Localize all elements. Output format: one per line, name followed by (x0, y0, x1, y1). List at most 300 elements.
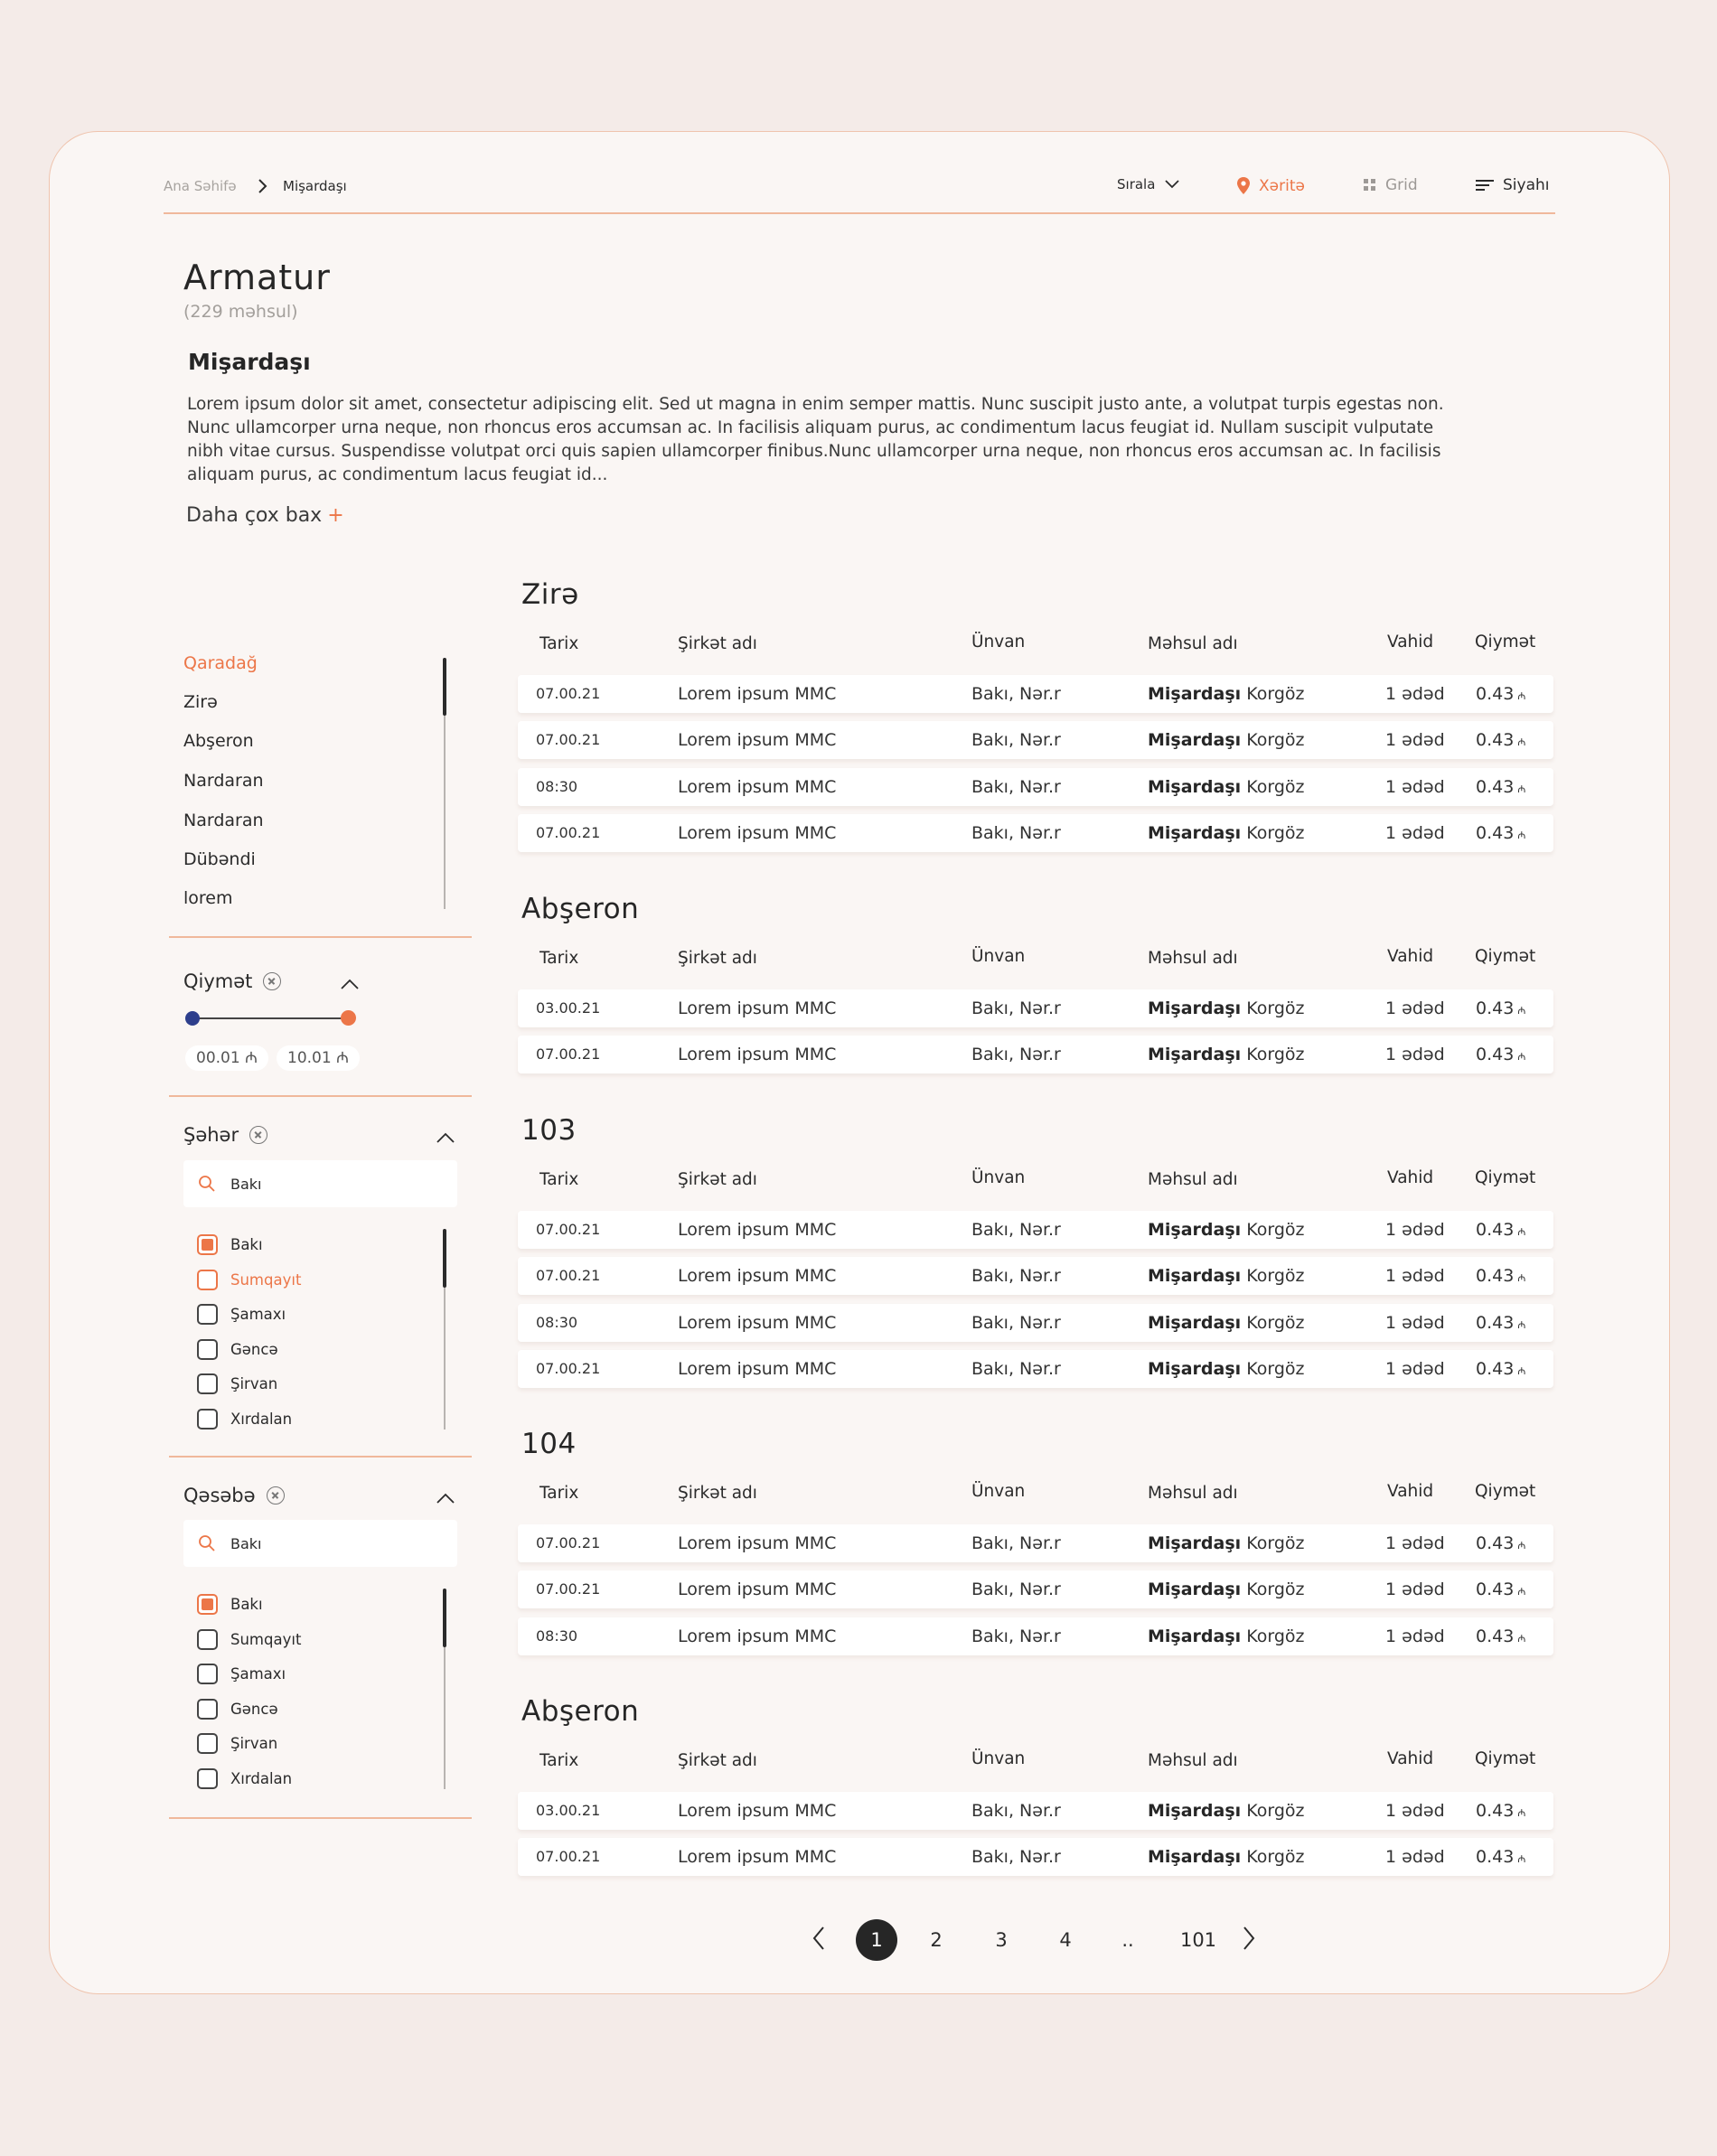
column-header-price: Qiymət (1475, 633, 1536, 651)
product-name: Korgöz (1246, 1220, 1305, 1240)
cell-company: Lorem ipsum MMC (678, 822, 837, 843)
column-header-price: Qiymət (1475, 1749, 1536, 1768)
column-header-address: Ünvan (971, 1749, 1026, 1768)
sidebar-divider (169, 1095, 472, 1097)
price-filter-header (183, 970, 281, 992)
checkbox-label: Şirvan (230, 1375, 278, 1393)
cell-price (1476, 1617, 1525, 1655)
cell-company: Lorem ipsum MMC (678, 1045, 837, 1065)
price-value: 0.43 (1476, 1533, 1515, 1553)
product-category: Mişardaşı (1148, 998, 1242, 1018)
manat-icon: ₼ (1517, 1364, 1526, 1377)
list-view-label: Siyahı (1503, 176, 1550, 194)
cell-company: Lorem ipsum MMC (678, 684, 837, 704)
cell-date: 07.00.21 (536, 1045, 601, 1064)
checkbox[interactable] (197, 1373, 218, 1394)
district-search-input[interactable] (183, 1520, 457, 1567)
cell-price (1476, 1036, 1525, 1073)
cell-date: 07.00.21 (536, 823, 601, 841)
product-name: Korgöz (1246, 1266, 1305, 1287)
checkbox-label: Şirvan (230, 1735, 278, 1753)
checkbox-label: Şamaxı (230, 1665, 286, 1683)
price-max-value[interactable]: 10.01 ₼ (277, 1045, 360, 1071)
manat-icon: ₼ (1517, 1005, 1526, 1017)
cell-price (1476, 814, 1525, 852)
cell-date: 07.00.21 (536, 1534, 601, 1551)
cell-unit: 1 ədəd (1385, 1266, 1445, 1287)
column-header-product: Məhsul adı (1148, 1170, 1238, 1189)
sidebar-divider (169, 936, 472, 938)
product-category: Mişardaşı (1148, 1220, 1242, 1240)
checkbox-label: Şamaxı (230, 1306, 286, 1324)
cell-date: 08:30 (536, 1626, 578, 1645)
column-header-address: Ünvan (971, 633, 1026, 651)
cell-address: Bakı, Nər.r (971, 1045, 1061, 1065)
price-value: 0.43 (1476, 1580, 1515, 1600)
product-category: Mişardaşı (1148, 1847, 1242, 1868)
cell-product (1148, 1792, 1305, 1830)
cell-company: Lorem ipsum MMC (678, 1801, 837, 1821)
column-header-price: Qiymət (1475, 1482, 1536, 1501)
manat-icon: ₼ (1517, 1051, 1526, 1064)
page-title: Armatur (183, 258, 331, 297)
list-icon (1475, 178, 1495, 192)
cell-unit: 1 ədəd (1385, 1801, 1445, 1821)
description-text: Lorem ipsum dolor sit amet, consectetur adipiscing elit. Sed ut magna in enim semper mattis. Nunc suscipit justo ante, a volutpat turpis egestas non. Nunc ullamcorper urna neque, non rhoncus eros accumsan ac. In facilisis aliquam purus, ac condimentum lacus feugiat id. Nullam suscipit vulputate nibh vitae cursus. Suspendisse volutpat orci quis sapien ullamcorper finibus.Nunc ullamcorper urna neque, non rhoncus eros accumsan ac. In facilisis aliquam purus, ac condimentum lacus feugiat id... (187, 395, 1444, 484)
cell-unit: 1 ədəd (1385, 1580, 1445, 1600)
table-row[interactable] (518, 675, 1553, 713)
column-header-unit: Vahid (1387, 633, 1434, 651)
cell-date: 07.00.21 (536, 1580, 601, 1598)
grid-view-button[interactable] (1363, 176, 1418, 194)
search-icon (198, 1175, 216, 1193)
product-name: Korgöz (1246, 730, 1305, 751)
manat-icon: ₼ (1517, 1226, 1526, 1238)
sidebar-item-region[interactable]: Abşeron (183, 731, 254, 751)
price-min-value[interactable]: 00.01 ₼ (185, 1045, 268, 1071)
price-value: 0.43 (1476, 1266, 1515, 1287)
manat-icon: ₼ (1517, 1318, 1526, 1331)
column-header-product: Məhsul adı (1148, 1484, 1238, 1503)
cell-company: Lorem ipsum MMC (678, 1626, 837, 1646)
group-title: Abşeron (521, 1695, 640, 1728)
city-search-input[interactable] (183, 1160, 457, 1207)
cell-price (1476, 1350, 1525, 1388)
map-view-button[interactable] (1236, 176, 1305, 195)
manat-icon: ₼ (1517, 1632, 1526, 1645)
cell-date: 07.00.21 (536, 1267, 601, 1285)
cell-product (1148, 989, 1305, 1027)
checkbox[interactable] (197, 1664, 218, 1684)
checkbox-label: Gəncə (230, 1340, 278, 1358)
cell-product (1148, 1838, 1305, 1876)
column-header-product: Məhsul adı (1148, 634, 1238, 653)
cell-address: Bakı, Nər.r (971, 730, 1061, 751)
cell-address: Bakı, Nər.r (971, 822, 1061, 843)
city-option[interactable] (197, 1373, 277, 1394)
breadcrumb-home[interactable]: Ana Səhifə (164, 178, 237, 194)
product-name: Korgöz (1246, 1312, 1305, 1333)
cell-company: Lorem ipsum MMC (678, 1358, 837, 1379)
checkbox-label: Sumqayıt (230, 1270, 302, 1289)
product-category: Mişardaşı (1148, 1533, 1242, 1553)
location-pin-icon (1236, 176, 1251, 195)
cell-address: Bakı, Nər.r (971, 1801, 1061, 1821)
cell-address: Bakı, Nər.r (971, 1312, 1061, 1333)
cell-product (1148, 1304, 1305, 1342)
cell-address: Bakı, Nər.r (971, 1220, 1061, 1240)
column-header-unit: Vahid (1387, 1482, 1434, 1501)
manat-icon: ₼ (1517, 783, 1526, 795)
table-row[interactable] (518, 1257, 1553, 1295)
city-filter-header (183, 1124, 267, 1146)
cell-price (1476, 1524, 1525, 1562)
checkbox-label: Sumqayıt (230, 1630, 302, 1648)
product-category: Mişardaşı (1148, 776, 1242, 797)
search-icon (198, 1534, 216, 1552)
clear-price-icon[interactable] (263, 972, 281, 990)
cell-date: 07.00.21 (536, 731, 601, 749)
group-title: Abşeron (521, 893, 640, 925)
chevron-right-icon (254, 174, 272, 198)
column-header-product: Məhsul adı (1148, 1751, 1238, 1770)
page-2[interactable]: 2 (930, 1929, 943, 1951)
checkbox-label: Xırdalan (230, 1770, 293, 1787)
cell-price (1476, 1304, 1525, 1342)
price-slider-min-handle[interactable] (185, 1011, 200, 1026)
map-view-label: Xəritə (1259, 176, 1305, 195)
price-value: 0.43 (1476, 822, 1515, 843)
manat-icon: ₼ (1517, 1540, 1526, 1551)
product-category: Mişardaşı (1148, 730, 1242, 751)
checkbox-label: Bakı (230, 1236, 263, 1253)
table-row[interactable] (518, 1304, 1553, 1342)
product-category: Mişardaşı (1148, 1801, 1242, 1821)
cell-price (1476, 768, 1525, 806)
clear-city-icon[interactable] (249, 1126, 267, 1144)
price-value: 0.43 (1476, 1847, 1515, 1868)
cell-unit: 1 ədəd (1385, 998, 1445, 1018)
checkbox-label: Xırdalan (230, 1411, 293, 1428)
column-header-date: Tarix (539, 1751, 579, 1770)
cell-price (1476, 721, 1525, 759)
column-header-address: Ünvan (971, 1168, 1026, 1187)
page-101[interactable]: 101 (1179, 1929, 1217, 1951)
cell-unit: 1 ədəd (1385, 776, 1445, 797)
column-header-unit: Vahid (1387, 1749, 1434, 1768)
product-category: Mişardaşı (1148, 1626, 1242, 1646)
price-value: 0.43 (1476, 1801, 1515, 1821)
column-header-company: Şirkət adı (678, 634, 757, 653)
page-ellipsis: .. (1121, 1929, 1134, 1951)
cell-date: 07.00.21 (536, 685, 601, 702)
city-option[interactable] (197, 1304, 286, 1325)
cell-address: Bakı, Nər.r (971, 998, 1061, 1018)
chevron-up-icon[interactable] (436, 1492, 455, 1505)
sidebar-item-region[interactable]: Zirə (183, 692, 218, 712)
cell-date: 08:30 (536, 777, 578, 795)
column-header-product: Məhsul adı (1148, 949, 1238, 968)
cell-product (1148, 1350, 1305, 1388)
cell-unit: 1 ədəd (1385, 1312, 1445, 1333)
page-3[interactable]: 3 (995, 1929, 1008, 1951)
cell-product (1148, 1257, 1305, 1295)
checkbox-label: Gəncə (230, 1700, 278, 1718)
sort-dropdown[interactable] (1117, 176, 1181, 192)
manat-icon: ₼ (1517, 736, 1526, 749)
price-slider-max-handle[interactable] (341, 1010, 356, 1026)
table-row[interactable] (518, 1792, 1553, 1830)
group-title: 103 (521, 1114, 577, 1147)
district-filter-header (183, 1485, 285, 1506)
price-slider-track[interactable] (192, 1017, 349, 1019)
price-value: 0.43 (1476, 1220, 1515, 1240)
cell-price (1476, 1838, 1525, 1876)
cell-product (1148, 814, 1305, 852)
city-scroll-thumb[interactable] (443, 1229, 446, 1288)
show-more-label: Daha çox bax (186, 504, 323, 527)
district-filter-title: Qəsəbə (183, 1485, 256, 1506)
district-option[interactable] (197, 1768, 292, 1789)
manat-icon: ₼ (1517, 1586, 1526, 1598)
column-header-date: Tarix (539, 1170, 579, 1189)
column-header-address: Ünvan (971, 947, 1026, 966)
district-option[interactable] (197, 1699, 278, 1720)
city-option[interactable] (197, 1270, 301, 1290)
page-1[interactable]: 1 (856, 1919, 897, 1961)
cell-date: 08:30 (536, 1313, 578, 1331)
cell-unit: 1 ədəd (1385, 684, 1445, 704)
checkbox[interactable] (197, 1629, 218, 1650)
cell-company: Lorem ipsum MMC (678, 1266, 837, 1287)
product-name: Korgöz (1246, 684, 1305, 704)
district-search-value: Bakı (230, 1534, 262, 1552)
cell-unit: 1 ədəd (1385, 730, 1445, 751)
table-row[interactable] (518, 814, 1553, 852)
table-row[interactable] (518, 1350, 1553, 1388)
product-category: Mişardaşı (1148, 1312, 1242, 1333)
cell-company: Lorem ipsum MMC (678, 730, 837, 751)
sort-label: Sırala (1117, 176, 1156, 192)
sidebar-item-region[interactable]: Nardaran (183, 771, 264, 791)
product-name: Korgöz (1246, 1533, 1305, 1553)
table-row[interactable] (518, 1617, 1553, 1655)
cell-product (1148, 721, 1305, 759)
city-option[interactable] (197, 1339, 278, 1360)
product-name: Korgöz (1246, 776, 1305, 797)
cell-address: Bakı, Nər.r (971, 1266, 1061, 1287)
cell-unit: 1 ədəd (1385, 1045, 1445, 1065)
cell-product (1148, 1617, 1305, 1655)
cell-price (1476, 675, 1525, 713)
price-value: 0.43 (1476, 1626, 1515, 1646)
grid-view-label: Grid (1385, 176, 1418, 194)
column-header-price: Qiymət (1475, 947, 1536, 966)
cell-unit: 1 ədəd (1385, 822, 1445, 843)
chevron-down-icon (1163, 178, 1181, 191)
clear-district-icon[interactable] (267, 1486, 285, 1505)
district-option[interactable] (197, 1733, 277, 1754)
cell-address: Bakı, Nər.r (971, 1626, 1061, 1646)
price-value: 0.43 (1476, 1312, 1515, 1333)
cell-address: Bakı, Nər.r (971, 684, 1061, 704)
cell-unit: 1 ədəd (1385, 1358, 1445, 1379)
cell-price (1476, 989, 1525, 1027)
sidebar-divider (169, 1456, 472, 1458)
cell-date: 07.00.21 (536, 1359, 601, 1377)
checkbox[interactable] (197, 1594, 218, 1615)
sidebar-item-region[interactable]: lorem (183, 888, 233, 908)
cell-product (1148, 1570, 1305, 1608)
product-name: Korgöz (1246, 1045, 1305, 1065)
cell-address: Bakı, Nər.r (971, 776, 1061, 797)
cell-company: Lorem ipsum MMC (678, 776, 837, 797)
cell-company: Lorem ipsum MMC (678, 1847, 837, 1868)
product-category: Mişardaşı (1148, 1266, 1242, 1287)
product-category: Mişardaşı (1148, 684, 1242, 704)
city-search-value: Bakı (230, 1175, 262, 1193)
city-filter-title: Şəhər (183, 1124, 239, 1146)
checkbox[interactable] (197, 1409, 218, 1430)
cell-product (1148, 675, 1305, 713)
column-header-company: Şirkət adı (678, 1751, 757, 1770)
table-row[interactable] (518, 1570, 1553, 1608)
cell-product (1148, 1211, 1305, 1249)
page-4[interactable]: 4 (1059, 1929, 1072, 1951)
header-divider (164, 212, 1555, 214)
cell-date: 07.00.21 (536, 1221, 601, 1238)
checkbox-label: Bakı (230, 1596, 263, 1613)
manat-icon: ₼ (1517, 690, 1526, 702)
cell-address: Bakı, Nər.r (971, 1847, 1061, 1868)
cell-company: Lorem ipsum MMC (678, 1220, 837, 1240)
breadcrumb-current: Mişardaşı (283, 178, 347, 194)
cell-company: Lorem ipsum MMC (678, 1580, 837, 1600)
cell-unit: 1 ədəd (1385, 1847, 1445, 1868)
table-row[interactable] (518, 721, 1553, 759)
manat-icon: ₼ (1517, 1272, 1526, 1285)
column-header-date: Tarix (539, 1484, 579, 1503)
cell-address: Bakı, Nər.r (971, 1580, 1061, 1600)
price-value: 0.43 (1476, 776, 1515, 797)
checkbox[interactable] (197, 1234, 218, 1255)
price-value: 0.43 (1476, 998, 1515, 1018)
group-title: Zirə (521, 578, 579, 611)
product-count: (229 məhsul) (183, 302, 298, 322)
column-header-unit: Vahid (1387, 947, 1434, 966)
column-header-date: Tarix (539, 949, 579, 968)
product-name: Korgöz (1246, 822, 1305, 843)
chevron-up-icon[interactable] (436, 1131, 455, 1144)
product-name: Korgöz (1246, 1358, 1305, 1379)
product-category: Mişardaşı (1148, 822, 1242, 843)
product-name: Korgöz (1246, 1847, 1305, 1868)
grid-icon (1363, 178, 1377, 192)
product-name: Korgöz (1246, 1580, 1305, 1600)
product-name: Korgöz (1246, 1626, 1305, 1646)
cell-unit: 1 ədəd (1385, 1626, 1445, 1646)
cell-product (1148, 1036, 1305, 1073)
city-option[interactable] (197, 1409, 292, 1430)
checkbox[interactable] (197, 1339, 218, 1360)
sidebar-item-region[interactable]: Qaradağ (183, 653, 258, 673)
column-header-address: Ünvan (971, 1482, 1026, 1501)
list-view-button[interactable] (1475, 176, 1550, 194)
table-row[interactable] (518, 768, 1553, 806)
next-page-icon[interactable] (1242, 1925, 1256, 1952)
prev-page-icon[interactable] (812, 1925, 826, 1952)
sidebar-item-region[interactable]: Dübəndi (183, 849, 256, 869)
product-name: Korgöz (1246, 998, 1305, 1018)
price-value: 0.43 (1476, 730, 1515, 751)
district-option[interactable] (197, 1594, 263, 1615)
product-category: Mişardaşı (1148, 1580, 1242, 1600)
cell-company: Lorem ipsum MMC (678, 1312, 837, 1333)
cell-company: Lorem ipsum MMC (678, 998, 837, 1018)
table-row[interactable] (518, 1211, 1553, 1249)
cell-date: 07.00.21 (536, 1848, 601, 1866)
table-row[interactable] (518, 1524, 1553, 1562)
cell-price (1476, 1792, 1525, 1830)
cell-address: Bakı, Nər.r (971, 1533, 1061, 1553)
cell-price (1476, 1570, 1525, 1608)
checkbox[interactable] (197, 1304, 218, 1325)
cell-price (1476, 1211, 1525, 1249)
table-row[interactable] (518, 1036, 1553, 1073)
show-more-link[interactable] (186, 504, 344, 527)
column-header-company: Şirkət adı (678, 1484, 757, 1503)
plus-icon: + (327, 504, 344, 527)
section-title: Mişardaşı (188, 349, 311, 375)
cell-date: 03.00.21 (536, 1802, 601, 1819)
checkbox[interactable] (197, 1270, 218, 1290)
column-header-company: Şirkət adı (678, 1170, 757, 1189)
column-header-price: Qiymət (1475, 1168, 1536, 1187)
price-filter-title: Qiymət (183, 970, 253, 992)
table-row[interactable] (518, 989, 1553, 1027)
table-row[interactable] (518, 1838, 1553, 1876)
checkbox[interactable] (197, 1733, 218, 1754)
district-option[interactable] (197, 1629, 301, 1650)
cell-product (1148, 768, 1305, 806)
product-category: Mişardaşı (1148, 1045, 1242, 1065)
region-scroll-thumb[interactable] (443, 658, 446, 716)
manat-icon: ₼ (1517, 1807, 1526, 1819)
group-title: 104 (521, 1428, 577, 1460)
cell-product (1148, 1524, 1305, 1562)
cell-address: Bakı, Nər.r (971, 1358, 1061, 1379)
manat-icon: ₼ (1517, 829, 1526, 841)
cell-price (1476, 1257, 1525, 1295)
cell-unit: 1 ədəd (1385, 1220, 1445, 1240)
sidebar-divider (169, 1817, 472, 1819)
manat-icon: ₼ (1517, 1853, 1526, 1866)
checkbox[interactable] (197, 1768, 218, 1789)
cell-company: Lorem ipsum MMC (678, 1533, 837, 1553)
column-header-company: Şirkət adı (678, 949, 757, 968)
price-value: 0.43 (1476, 1358, 1515, 1379)
district-option[interactable] (197, 1664, 286, 1684)
column-header-date: Tarix (539, 634, 579, 653)
product-name: Korgöz (1246, 1801, 1305, 1821)
chevron-up-icon[interactable] (340, 978, 360, 990)
district-scroll-thumb[interactable] (443, 1589, 446, 1647)
checkbox[interactable] (197, 1699, 218, 1720)
column-header-unit: Vahid (1387, 1168, 1434, 1187)
price-value: 0.43 (1476, 684, 1515, 704)
city-option[interactable] (197, 1234, 263, 1255)
sidebar-item-region[interactable]: Nardaran (183, 811, 264, 830)
